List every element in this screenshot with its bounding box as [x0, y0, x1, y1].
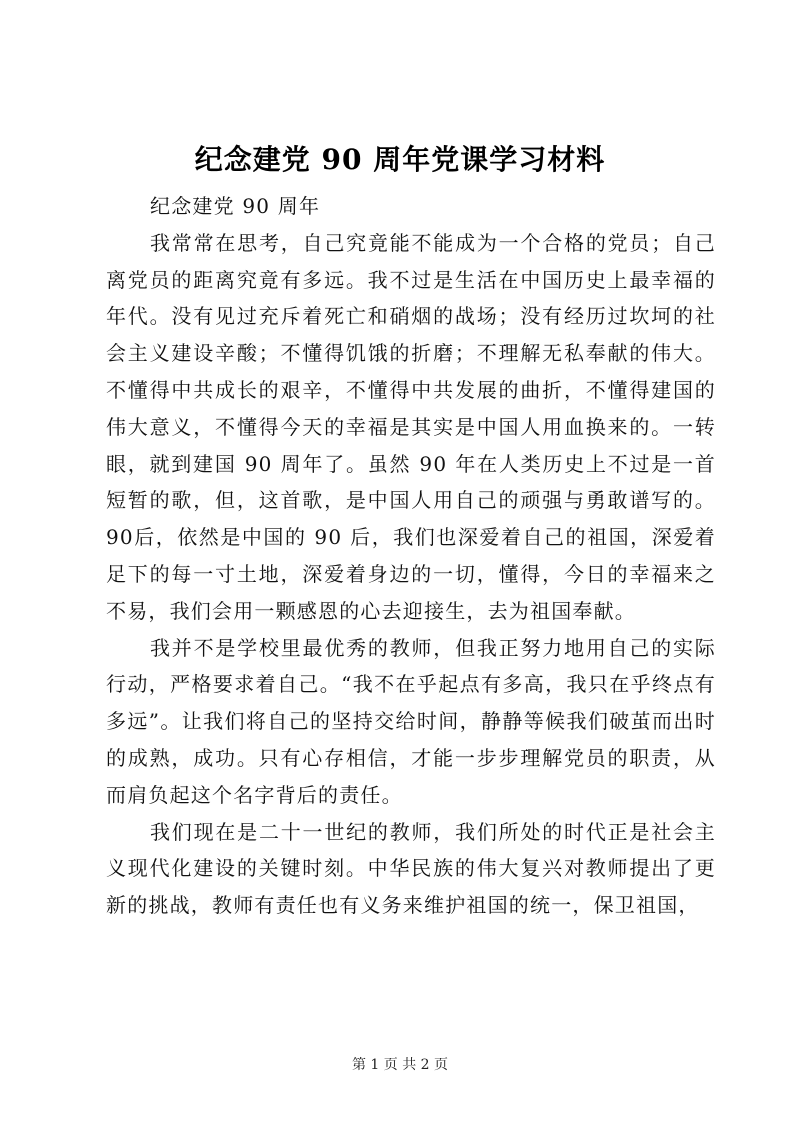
- body-paragraph-3: 我们现在是二十一世纪的教师，我们所处的时代正是社会主义现代化建设的关键时刻。中华民族的伟大复兴对教师提出了更新的挑战，教师有责任也有义务来维护祖国的统一，保卫祖国，: [106, 819, 716, 918]
- page-number-footer: 第 1 页 共 2 页: [351, 1057, 449, 1073]
- document-title: 纪念建党 90 周年党课学习材料: [194, 143, 606, 176]
- subtitle-paragraph: 纪念建党 90 周年: [150, 194, 321, 218]
- document-body: [106, 188, 716, 924]
- body-paragraph-2: 我并不是学校里最优秀的教师，但我正努力地用自己的实际行动，严格要求着自己。“我不在乎起点有多高，我只在乎终点有多远”。让我们将自己的坚持交给时间，静静等候我们破茧而出时的成熟，成功。只有心存相信，才能一步步理解党员的职责，从而肩负起这个名字背后的责任。: [106, 635, 716, 807]
- body-paragraph-1: 我常常在思考，自己究竟能不能成为一个合格的党员；自己离党员的距离究竟有多远。我不过是生活在中国历史上最幸福的年代。没有见过充斥着死亡和硝烟的战场；没有经历过坎坷的社会主义建设辛酸；不懂得饥饿的折磨；不理解无私奉献的伟大。不懂得中共成长的艰辛，不懂得中共发展的曲折，不懂得建国的伟大意义，不懂得今天的幸福是其实是中国人用血换来的。一转眼，就到建国 90 周年了。虽然 90 年在人类历史上不过是一首短暂的歌，但，这首歌，是中国人用自己的顽强与勇敢谱写的。90后，依然是中国的 90 后，我们也深爱着自己的祖国，深爱着足下的每一寸土地，深爱着身边的一切，懂得，今日的幸福来之不易，我们会用一颗感恩的心去迎接生，去为祖国奉献。: [106, 230, 716, 623]
